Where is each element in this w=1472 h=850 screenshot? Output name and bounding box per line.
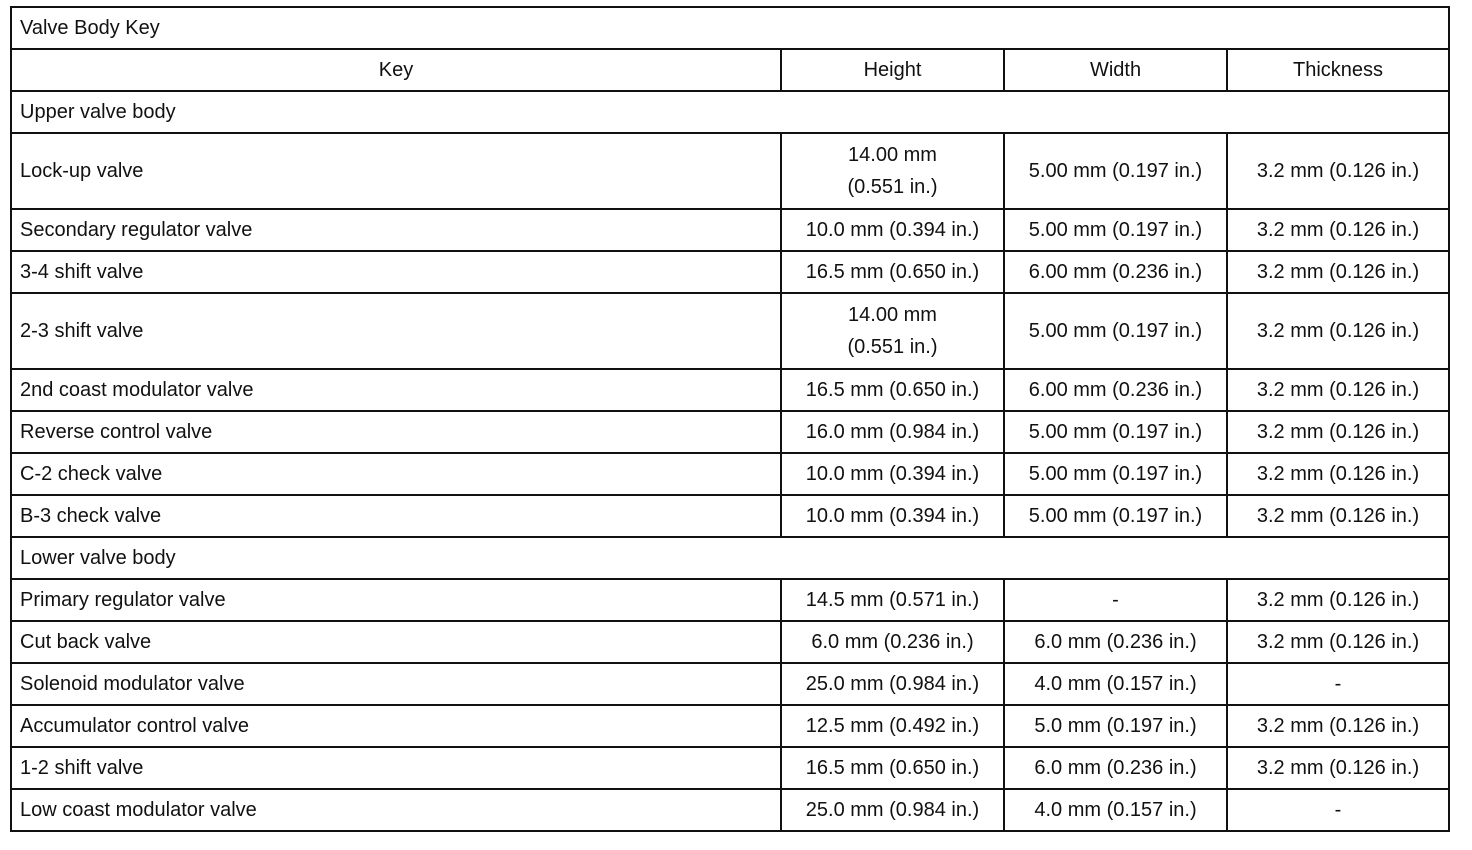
cell-height: 25.0 mm (0.984 in.) (781, 663, 1004, 705)
section-row-lower (11, 537, 1449, 579)
column-header-key: Key (11, 49, 781, 91)
cell-height-line1: 14.00 mm (848, 144, 937, 166)
table-title: Valve Body Key (11, 7, 1449, 49)
table-row (11, 663, 1449, 705)
table-row (11, 369, 1449, 411)
cell-key: 1-2 shift valve (11, 747, 781, 789)
section-row-upper (11, 91, 1449, 133)
cell-key: Lock-up valve (11, 133, 781, 209)
cell-width: 5.00 mm (0.197 in.) (1004, 411, 1227, 453)
cell-height: 16.5 mm (0.650 in.) (781, 369, 1004, 411)
cell-key: 3-4 shift valve (11, 251, 781, 293)
cell-width: 5.00 mm (0.197 in.) (1004, 495, 1227, 537)
cell-key: B-3 check valve (11, 495, 781, 537)
cell-thickness: 3.2 mm (0.126 in.) (1227, 133, 1449, 209)
valve-body-key-sheet (10, 6, 1448, 832)
cell-height: 10.0 mm (0.394 in.) (781, 453, 1004, 495)
cell-thickness: 3.2 mm (0.126 in.) (1227, 293, 1449, 369)
cell-height: 10.0 mm (0.394 in.) (781, 209, 1004, 251)
table-row (11, 579, 1449, 621)
cell-width: 5.00 mm (0.197 in.) (1004, 293, 1227, 369)
cell-key: Reverse control valve (11, 411, 781, 453)
cell-width: - (1004, 579, 1227, 621)
cell-height-line1: 14.00 mm (848, 304, 937, 326)
cell-width: 6.00 mm (0.236 in.) (1004, 369, 1227, 411)
table-row (11, 789, 1449, 831)
table-row (11, 133, 1449, 209)
column-header-thickness: Thickness (1227, 49, 1449, 91)
cell-height: 10.0 mm (0.394 in.) (781, 495, 1004, 537)
cell-thickness: 3.2 mm (0.126 in.) (1227, 251, 1449, 293)
cell-thickness: 3.2 mm (0.126 in.) (1227, 495, 1449, 537)
cell-width: 4.0 mm (0.157 in.) (1004, 663, 1227, 705)
cell-height-line2: (0.551 in.) (847, 176, 938, 198)
cell-width: 5.00 mm (0.197 in.) (1004, 133, 1227, 209)
cell-width: 6.00 mm (0.236 in.) (1004, 251, 1227, 293)
table-title-row (11, 7, 1449, 49)
cell-height (781, 293, 1004, 369)
cell-height: 16.0 mm (0.984 in.) (781, 411, 1004, 453)
table-header-row (11, 49, 1449, 91)
cell-height: 6.0 mm (0.236 in.) (781, 621, 1004, 663)
cell-height: 16.5 mm (0.650 in.) (781, 747, 1004, 789)
cell-height: 14.5 mm (0.571 in.) (781, 579, 1004, 621)
cell-thickness: - (1227, 663, 1449, 705)
cell-key: 2-3 shift valve (11, 293, 781, 369)
cell-height: 25.0 mm (0.984 in.) (781, 789, 1004, 831)
cell-width: 4.0 mm (0.157 in.) (1004, 789, 1227, 831)
section-label-upper: Upper valve body (11, 91, 1449, 133)
cell-key: Primary regulator valve (11, 579, 781, 621)
section-label-lower: Lower valve body (11, 537, 1449, 579)
cell-key: Solenoid modulator valve (11, 663, 781, 705)
cell-key: C-2 check valve (11, 453, 781, 495)
cell-thickness: 3.2 mm (0.126 in.) (1227, 621, 1449, 663)
cell-thickness: 3.2 mm (0.126 in.) (1227, 747, 1449, 789)
cell-height-line2: (0.551 in.) (847, 336, 938, 358)
table-row (11, 293, 1449, 369)
table-row (11, 495, 1449, 537)
column-header-width: Width (1004, 49, 1227, 91)
cell-height: 12.5 mm (0.492 in.) (781, 705, 1004, 747)
table-row (11, 705, 1449, 747)
cell-thickness: 3.2 mm (0.126 in.) (1227, 579, 1449, 621)
valve-body-key-table (10, 6, 1450, 832)
cell-key: Accumulator control valve (11, 705, 781, 747)
cell-width: 5.0 mm (0.197 in.) (1004, 705, 1227, 747)
cell-width: 6.0 mm (0.236 in.) (1004, 747, 1227, 789)
cell-width: 6.0 mm (0.236 in.) (1004, 621, 1227, 663)
cell-width: 5.00 mm (0.197 in.) (1004, 453, 1227, 495)
table-row (11, 621, 1449, 663)
table-row (11, 209, 1449, 251)
cell-thickness: 3.2 mm (0.126 in.) (1227, 705, 1449, 747)
cell-thickness: 3.2 mm (0.126 in.) (1227, 453, 1449, 495)
column-header-height: Height (781, 49, 1004, 91)
table-row (11, 251, 1449, 293)
cell-width: 5.00 mm (0.197 in.) (1004, 209, 1227, 251)
cell-thickness: 3.2 mm (0.126 in.) (1227, 369, 1449, 411)
cell-key: Low coast modulator valve (11, 789, 781, 831)
table-row (11, 453, 1449, 495)
cell-height: 16.5 mm (0.650 in.) (781, 251, 1004, 293)
cell-thickness: 3.2 mm (0.126 in.) (1227, 209, 1449, 251)
cell-thickness: 3.2 mm (0.126 in.) (1227, 411, 1449, 453)
cell-thickness: - (1227, 789, 1449, 831)
cell-height (781, 133, 1004, 209)
cell-key: 2nd coast modulator valve (11, 369, 781, 411)
table-row (11, 747, 1449, 789)
cell-key: Secondary regulator valve (11, 209, 781, 251)
cell-key: Cut back valve (11, 621, 781, 663)
table-row (11, 411, 1449, 453)
